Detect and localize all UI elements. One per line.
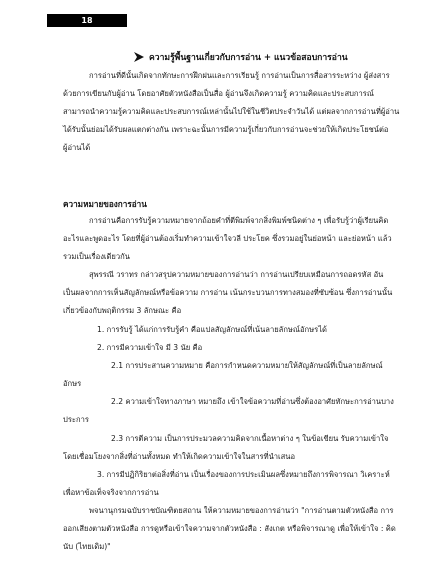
- page-number: 18: [47, 14, 127, 27]
- intro-line: ได้รับนั้นย่อมได้รับผลแตกต่างกัน เพราะฉะนั้นการมีความรู้เกี่ยวกับการอ่านจะช่วยให้เกิดประโยชน์ต่อ: [63, 125, 389, 134]
- intro-line: ผู้อ่านได้: [63, 143, 91, 152]
- body-line: โดยเชื่อมโยงจากสิ่งที่อ่านทั้งหมด ทำให้เกิดความเข้าใจในสารที่นำเสนอ: [63, 452, 296, 461]
- body-line: รวมเป็นเรื่องเดียวกัน: [63, 252, 130, 261]
- body-line: การอ่านคือการรับรู้ความหมายจากถ้อยคำที่ตีพิมพ์จากสิ่งพิมพ์ชนิดต่าง ๆ เพื่อรับรู้ว่าผู้เรียนคิด: [89, 216, 389, 225]
- section-title: ความหมายของการอ่าน: [63, 199, 147, 209]
- arrow-right-icon: [134, 52, 144, 62]
- body-line: เกี่ยวข้องกับพฤติกรรม 3 ลักษณะ คือ: [63, 306, 182, 315]
- body-line: อักษร: [63, 379, 82, 388]
- heading-row: [134, 50, 348, 64]
- body-line: เป็นผลจากการเห็นสัญลักษณ์หรือข้อความ การอ่าน เน้นกระบวนการทางสมองที่ซับซ้อน ซึ่งการอ่านนั้น: [63, 288, 393, 297]
- body-line: สุพรรณี วราทร กล่าวสรุปความหมายของการอ่านว่า การอ่านเปรียบเหมือนการถอดรหัส อัน: [89, 270, 384, 279]
- body-line: ออกเสียงตามตัวหนังสือ การดูหรือเข้าใจความจากตัวหนังสือ : สังเกต หรือพิจารณาดู เพื่อให้เข้าใจ : คิด: [63, 524, 396, 533]
- list-item: 2.2 ความเข้าใจทางภาษา หมายถึง เข้าใจข้อความที่อ่านซึ่งต้องอาศัยทักษะการอ่านบาง: [111, 397, 394, 406]
- body-line: เพื่อหาข้อเท็จจริงจากการอ่าน: [63, 488, 159, 497]
- body-line: ประการ: [63, 415, 89, 424]
- list-item: 3. การมีปฏิกิริยาต่อสิ่งที่อ่าน เป็นเรื่องของการประเมินผลซึ่งหมายถึงการพิจารณา วิเคราะห์: [97, 470, 390, 479]
- list-item: 2.3 การตีความ เป็นการประมวลความคิดจากเนื้อหาต่าง ๆ ในข้อเขียน รับความเข้าใจ: [111, 434, 389, 443]
- list-item: 2. การมีความเข้าใจ มี 3 นัย คือ: [97, 343, 203, 352]
- body-line: พจนานุกรมฉบับราชบัณฑิตยสถาน ให้ความหมายของการอ่านว่า "การอ่านตามตัวหนังสือ การ: [89, 506, 394, 515]
- page-heading: ความรู้พื้นฐานเกี่ยวกับการอ่าน + แนวข้อสอบการอ่าน: [149, 53, 348, 63]
- intro-line: ด้วยการเขียนกับผู้อ่าน โดยอาศัยตัวหนังสือเป็นสื่อ ผู้อ่านจึงเกิดความรู้ ความคิดและประสบการณ์: [63, 89, 374, 98]
- body-line: อะไรและพูดอะไร โดยที่ผู้อ่านต้องเริ่มทำความเข้าใจวลี ประโยค ซึ่งรวมอยู่ในย่อหน้า และย่อหน้า แล้ว: [63, 234, 392, 243]
- list-item: 1. การรับรู้ ได้แก่การรับรู้คำ คือแปลสัญลักษณ์ที่เน้นลายลักษณ์อักษรได้: [97, 325, 327, 334]
- body-line: นับ (ไทยเดิม)": [63, 542, 111, 551]
- intro-line: สามารถนำความรู้ความคิดและประสบการณ์เหล่านั้นไปใช้ในชีวิตประจำวันได้ แต่ผลจากการอ่านที่ผู้อ่าน: [63, 107, 400, 116]
- list-item: 2.1 การประสานความหมาย คือการกำหนดความหมายให้สัญลักษณ์ที่เป็นลายลักษณ์: [111, 361, 383, 370]
- intro-line: การอ่านที่ดีนั้นเกิดจากทักษะการฝึกฝนและการเรียนรู้ การอ่านเป็นการสื่อสารระหว่าง ผู้ส่งสาร: [89, 71, 390, 80]
